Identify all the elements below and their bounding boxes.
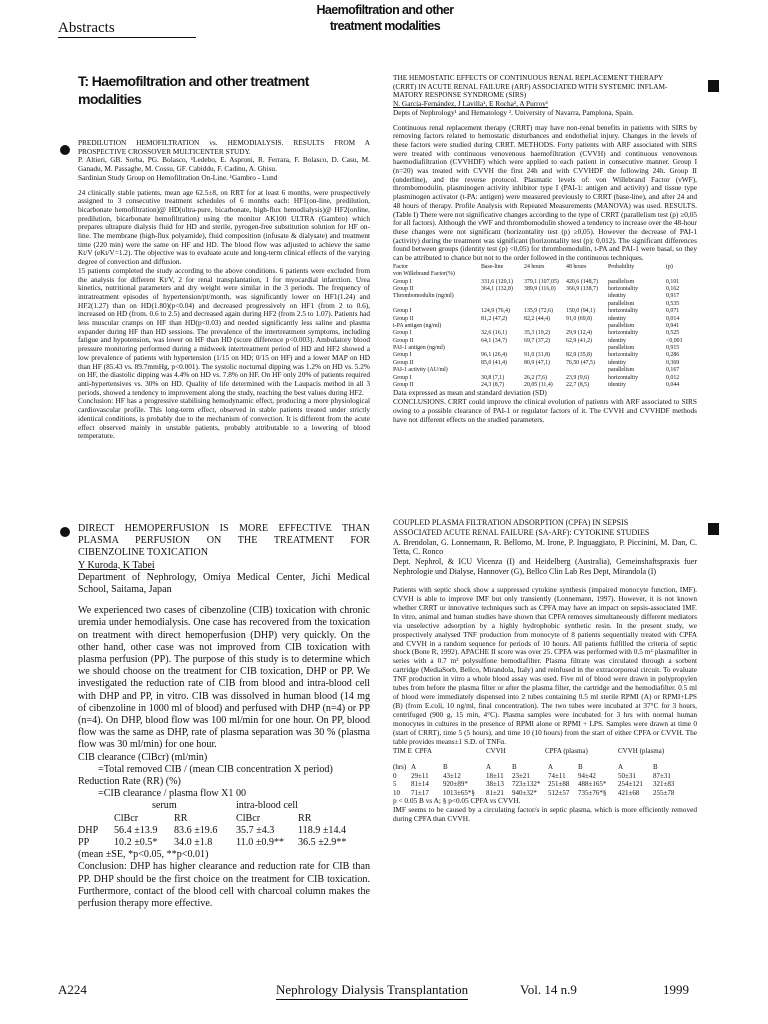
abstract-title-line: COUPLED PLASMA FILTRATION ADSORPTION (CPFA) IN SEPSIS xyxy=(393,518,629,527)
header-title-line1: Haemofiltration and other xyxy=(316,3,454,17)
table-subheader-row xyxy=(393,763,697,772)
table-cell: 71±17 xyxy=(411,788,429,797)
table-cell: 82,9 (35,8) xyxy=(566,352,593,359)
abstract-paragraph: 15 patients completed the study according to the above conditions. 6 patients were excluded from the analysis for different Kt/V, 2 for renal transplantation, 1 for myocardial infarction. Urea kinetics, nutritional parameters and dry weight were similar in the 3 periods. The frequency of intratreatment episodes of hypertension/pt/month, was significantly lower on HF1(1.24) and HF2(1.27) than on HD(1.80)(p<0.04) and decreased progressively on HF1 (from 2 to 0.6), increased on HD (from. 0.6 to 2.5) and decreased again during HF2 (from 2.5 to 1.07). Patients had less muscular cramps on HF than HD(p<0.03) and needed significantly less saline and plasma expander during HF than HD sessions. The prevalence of the intertreatment symptoms, including fatigue and hypotension, was lower on HF than HD (score difference p<0.003). Ambulatory blood pressure monitoring performed during a midweek intertreatment period of HD and HF2 showed a low prevalence of patients with hypertension (1/15 on HD; 0/15 on HF) and a lower MAP on HD than HF (85.43 vs. 89.7mmHg, p<0.001). The systolic nocturnal dipping was 1.2% on HD vs. 5.2% on HF, the diastolic dipping was 4.4% on HD vs. 7.8% on HF. On HF only 20% of patients required anti-hypertensives vs. 30% on HD. Quality of life determined with the Laupacis method in all 3 periods, showed a tendency to improvement along the study, reaching the best values during HF2. xyxy=(78,265,370,397)
reduction-rate-formula: =CIB clearance / plasma flow X1 00 xyxy=(98,788,247,800)
table-cell: 43±12 xyxy=(443,771,461,780)
table-cell: 30,8 (7,1) xyxy=(481,374,505,381)
table-group-label: serum xyxy=(152,800,177,812)
table-cell: 0,915 xyxy=(666,345,680,352)
table-cell: 0,101 xyxy=(666,278,680,285)
reduction-rate-definition: Reduction Rate (RR) (%) xyxy=(78,776,181,788)
table-cell: 23±21 xyxy=(512,771,530,780)
table-cell: 83.6 ±19.6 xyxy=(174,824,218,836)
table-header-cell: RR xyxy=(298,812,312,824)
table-cell: 255±78 xyxy=(653,788,675,797)
table-cell: 38±13 xyxy=(486,780,504,789)
table-cell: 124,9 (76,4) xyxy=(481,308,510,315)
table-cell: horizontality xyxy=(608,308,639,315)
table-cell: horizontality xyxy=(608,285,639,292)
table-cell: parallelism xyxy=(608,278,635,285)
table-row xyxy=(393,772,697,781)
table-cell: 118.9 ±14.4 xyxy=(298,824,347,836)
tnf-table xyxy=(393,747,697,798)
stats-note: p < 0.05 B vs A; § p<0.05 CPFA vs CVVH. xyxy=(393,796,521,806)
abstract-title-line: (CRRT) IN ACUTE RENAL FAILURE (ARF) ASSOCIATED WITH SYSTEMIC INFLAM- xyxy=(393,81,668,91)
table-cell: 91,0 (31,8) xyxy=(524,352,551,359)
table-cell: Group I xyxy=(393,278,412,285)
abstract-conclusion: Conclusion: DHP has higher clearance and reduction rate for CIB than PP. DHP should be the first choice on the treatment for CIB toxication. Furthermore, contact of the blood cell with charcoal column makes the perfusion therapy more effective. xyxy=(78,861,370,910)
table-row xyxy=(78,837,370,849)
abstract-affiliation: Department of Nephrology, Omiya Medical Center, Jichi Medical School, Saitama, Japan xyxy=(78,571,370,596)
table-subheader-cell: B xyxy=(653,763,658,772)
abstract-hemostatic-effects-crrt xyxy=(393,74,697,506)
abstract-conclusions: CONCLUSIONS. CRRT could improve the clinical evolution of patients with ARF associated to SIRS owing to a possible clearance of PAI-1 or regulator factors of it. The CVVH and CVVHDF methods have not different effects on the studied parameters. xyxy=(393,397,697,424)
table-header-cell: 48 hours xyxy=(566,263,587,270)
table-cell: 91,0 (69,8) xyxy=(566,315,593,322)
table-row xyxy=(393,316,697,323)
table-body xyxy=(78,825,370,849)
journal-year: 1999 xyxy=(663,982,689,997)
table-cell: 18±11 xyxy=(486,771,504,780)
table-subheader-cell: A xyxy=(548,763,554,772)
square-marker xyxy=(708,80,719,92)
table-cell: parallelism xyxy=(608,345,635,352)
table-cell: 421±68 xyxy=(618,788,640,797)
abstract-title-line: THE HEMOSTATIC EFFECTS OF CONTINUOUS RENAL REPLACEMENT THERAPY xyxy=(393,73,664,82)
table-cell: <0,001 xyxy=(666,337,683,344)
journal-name: Nephrology Dialysis Transplantation xyxy=(276,982,468,1000)
table-header-cell: CVVH (plasma) xyxy=(618,746,665,755)
table-header-row xyxy=(78,813,370,825)
table-cell: 56.4 ±13.9 xyxy=(114,824,158,836)
abstract-title-line: CIBENZOLINE TOXICATION xyxy=(78,547,208,559)
table-cell: 96,1 (26,4) xyxy=(481,352,508,359)
table-cell: 364,1 (132,8) xyxy=(481,285,513,292)
table-subheader-cell: B xyxy=(443,763,448,772)
table-cell: parallelism xyxy=(608,322,635,329)
table-cell: 723±132* xyxy=(512,780,541,789)
table-cell: 0,012 xyxy=(666,374,680,381)
table-cell: 5 xyxy=(393,780,397,789)
table-header-cell: CPFA xyxy=(415,746,432,755)
table-cell: 22,7 (8,5) xyxy=(566,382,590,389)
clearance-formula: =Total removed CIB / (mean CIB concentration X period) xyxy=(98,763,333,775)
table-cell: 26,2 (7,6) xyxy=(524,374,548,381)
table-row xyxy=(393,301,697,308)
table-cell: 23,9 (9,6) xyxy=(566,374,590,381)
table-row xyxy=(393,308,697,315)
table-cell: 10.2 ±0.5* xyxy=(114,837,158,849)
table-cell: identity xyxy=(608,337,626,344)
table-cell: 0,014 xyxy=(666,315,680,322)
abstract-conclusion: IMF seems to be caused by a circulating factor/s in septic plasma, which is more efficiently removed during CPFA than CVVH. xyxy=(393,805,697,824)
table-cell: Group I xyxy=(393,374,412,381)
table-group-header xyxy=(78,800,370,812)
table-cell: DHP xyxy=(78,824,99,836)
table-header-cell: CPFA (plasma) xyxy=(545,746,588,755)
table-row xyxy=(393,330,697,337)
table-cell: Group I xyxy=(393,308,412,315)
abstract-body: We experienced two cases of cibenzoline (CIB) toxication with chronic uremia under hemodialysis. One case has recovered from the toxication on treatment with direct hemoperfusion (DHP) very quickly. On the other hand, other case was not improved from CIB toxication with plasma perfusion (PP). The purpose of this study is to determine which we should choose on the treatment for CIB toxication, DHP or PP. We investigated the reduction rate of CIB from blood and intra-blood cell with DHP and PP, in vitro. CIB was dissolved in human blood (14 mg of cibenzoline in 1000 ml of blood) and perfused with DHP (n=4) or PP (n=4). On DHP, blood flow was 100 ml/min for one hour. On PP, blood flow was the same as DHP, rate of plasma separation was 30 % (plasma flow was 30 ml/min) for one hour. xyxy=(78,605,370,751)
table-cell: 0,917 xyxy=(666,293,680,300)
running-header-section: Abstracts xyxy=(58,20,115,36)
table-cell: 0,044 xyxy=(666,382,680,389)
table-cell: 0,286 xyxy=(666,352,680,359)
header-title-line2: treatment modalities xyxy=(329,19,441,33)
table-cell: 366,9 (138,7) xyxy=(566,285,598,292)
table-cell: 254±121 xyxy=(618,780,643,789)
table-subheader-cell: (hrs) xyxy=(393,763,407,772)
table-cell: identity xyxy=(608,359,626,366)
table-cell: horizontality xyxy=(608,374,639,381)
table-cell: 85,0 (41,4) xyxy=(481,359,508,366)
table-row xyxy=(393,367,697,374)
table-cell: identity xyxy=(608,293,626,300)
table-cell: t-PA antigen (ng/ml) xyxy=(393,322,442,329)
table-cell: 0,941 xyxy=(666,322,680,329)
table-header-cell: Base-line xyxy=(481,263,504,270)
journal-volume: Vol. 14 n.9 xyxy=(520,982,577,997)
table-cell: Thrombomodulin (ng/ml) xyxy=(393,293,454,300)
table-row xyxy=(78,825,370,837)
table-cell: Group II xyxy=(393,359,414,366)
abstract-paragraph: 24 clinically stable patients, mean age 62.5±8, on RRT for at least 6 months, were prospectively assigned to 3 consecutive treatment schedules of 6 months each: HF1(on-line, predilution, bicarbonate hemofiltration)@ HD(ultra-pure, bicarbonate, high-flux hemodialysis)@ HF2(online, predilution, bicarbonate hemofiltration) using the monitor AK100 ULTRA (Gambro) which prepares ultrapure dialysis fluid for HD and sterile, pyrogen-free substitution solution for HF on-line. The membrane (high-flux polyamide), fluid composition (infusate & dialysate) and treatment time (220 min) were the same on HF and HD. The blood flow was adjusted to achieve the same Kt/V (eKt/V=1.2). The objective was to evaluate acute and long-term clinical effects of the varying degree of convection and diffusion. xyxy=(78,187,370,267)
table-row xyxy=(393,780,697,789)
abstract-authors: Y Kuroda, K Tabei xyxy=(78,559,155,571)
square-marker xyxy=(708,523,719,535)
table-body xyxy=(393,279,697,390)
table-header-cell: TIM E xyxy=(393,746,412,755)
table-header-row xyxy=(393,747,697,756)
table-note: (mean ±SE, *p<0.05, **p<0.01) xyxy=(78,849,209,861)
section-title-line2: modalities xyxy=(78,91,142,107)
table-subheader-cell: B xyxy=(578,763,583,772)
table-cell: Group I xyxy=(393,330,412,337)
table-cell: 29,9 (12,4) xyxy=(566,330,593,337)
table-cell: 920±89* xyxy=(443,780,468,789)
table-row xyxy=(393,279,697,286)
abstract-title-line: MATORY RESPONSE SYNDROME (SIRS) xyxy=(393,90,527,100)
table-cell: Group I xyxy=(393,352,412,359)
abstract-title-line: PLASMA PERFUSION ON THE TREATMENT FOR xyxy=(78,535,370,547)
table-cell: 62,9 (41,2) xyxy=(566,337,593,344)
table-row xyxy=(393,375,697,382)
section-title xyxy=(78,72,368,108)
table-cell: 135,9 (72,6) xyxy=(524,308,553,315)
section-title-line1: T: Haemofiltration and other treatment xyxy=(78,73,309,89)
table-cell: 50±31 xyxy=(618,771,636,780)
table-header-cell: Probability xyxy=(608,263,635,270)
table-cell: 0,369 xyxy=(666,359,680,366)
table-cell: PP xyxy=(78,837,90,849)
table-row xyxy=(393,789,697,798)
table-cell: 10 xyxy=(393,788,400,797)
table-header-cell: (p) xyxy=(666,263,673,270)
abstract-title xyxy=(78,523,370,560)
table-cell: 1013±65*§ xyxy=(443,788,475,797)
table-cell: 331,6 (120,1) xyxy=(481,278,513,285)
table-cell: 29±11 xyxy=(411,771,429,780)
table-cell: 35.7 ±4.3 xyxy=(236,824,275,836)
table-cell: 0,071 xyxy=(666,308,680,315)
table-cell: 35,3 (19,2) xyxy=(524,330,551,337)
table-cell: identity xyxy=(608,315,626,322)
abstract-authors: A. Brendolan, G. Lonnemann, R. Bellomo, M. Irone, P. Inguaggiato, P. Piccinini, M. Dan, C. Tetta, C. Ronco xyxy=(393,537,697,557)
table-header-cell: 24 hours xyxy=(524,263,545,270)
table-row xyxy=(393,382,697,389)
table-subheader-cell: A xyxy=(486,763,492,772)
abstract-authors: N. García-Fernández, J Lavilla¹, E Rocha², A Purroy¹ xyxy=(393,99,549,109)
table-header-cell: ClBcr xyxy=(114,812,139,824)
table-cell: 0,525 xyxy=(666,330,680,337)
abstract-title xyxy=(393,74,697,100)
abstract-affiliation: Depts of Nephrology¹ and Hematology ². University of Navarra, Pamplona, Spain. xyxy=(393,107,634,117)
table-cell: parallelism xyxy=(608,367,635,374)
clearance-definition: CIB clearance (ClBcr) (ml/min) xyxy=(78,751,208,763)
table-row xyxy=(393,293,697,300)
table-subheader-cell: A xyxy=(411,763,417,772)
page-number: A224 xyxy=(58,982,87,997)
table-row xyxy=(393,338,697,345)
table-cell: 420,6 (148,7) xyxy=(566,278,598,285)
table-cell: 64,1 (34,7) xyxy=(481,337,508,344)
abstract-body: Continuous renal replacement therapy (CRRT) may have non-renal benefits in patients with SIRS by removing factors related to hemostatic disturbances and endothelial injury. Changes in the levels of these factors were studied during CRRT. METHODS. Forty patients with ARF associated with SIRS were treated with continuous venovenous haemofiltration (CVVH) and continuous venovenous haemodiafiltration (CVVHDF) which were applied to each patient in consecutive manner. Group I (n=20) was treated with CVVH the first 24h and with CVVHDF the following 24h. Group II (underline), and the reverse protocol. Plasmatic levels of: von Willebrand Factor (vWF), thrombomodulin, plasminogen activity inhibitor type I (PAI-1: antigen and activity) and tissue type plasminogen activator (t-PA: antigen) were measured previously to CRRT (base-line), and after 24 and 48 hours of therapy. Profile Analysis with Repeated Measurements (MANOVA) was used. RESULTS. (Table I) There were not significative changes according to the type of CRRT (parallelism test (p) ≥0,05 for all factors). Although the vWF and thrombomodulin showed a tendency to increase over the 48-hour these changes were not significant (horizontality test (p) ≥0,05). However the decrease of PAI-1 (activity) during the treatment was significant (horizontality test (p): 0,012). The significant differences found between groups (identity test (p) <0,05) for thrombomodulin, t-PA and PAI-1 were basal, so they can be attributed to chance but not to the order followed in the continuous techniques. xyxy=(393,122,697,263)
table-cell: 11.0 ±0.9** xyxy=(236,837,285,849)
table-cell: 0 xyxy=(393,771,397,780)
abstract-body: Patients with septic shock show a suppressed cytokine synthesis (impaired monocyte function, IMF). CVVH is able to improve IMF but only transiently (Lonnemann, 1997). However, it is not known whether CRRT or innovative techniques such as CPFA may have an impact on sepsis-associated IMF. In vitro, animal and human studies have shown that CPFA removes simultaneously different mediators via unselective adsorption by a highly hydrophobic synthetic resin. In the present study, we prospectively analysed TNF production from monocyte of 8 patients sequentially treated with CPFA and CVVH in a random sequence for periods of 10 hours. All patients fulfilled the criteria of septic shock (Bone R, 1992). APACHE II score was over 25. CPFA was performed with 0.5 m² plasmafilter in series with a 0.7 m² polysulfone hemodiafilter. Plasma filtrate was circulated through a sorbent cartridge (MediaSorb, Bellco, Mirandola, Italy) and reinfused in the extracorporeal circuit. To evaluate TNF production in vitro a whole blood assay was used. Five ml of blood were drawn in polypropylen tubes from before the plasma filter or after the plasma filter, the cartridge and the hemodiafilter. 0.5 ml of blood were immediately dispensed into 2 tubes containing 0.5 ml sterile RPMI (A) or RPMI+LPS (B) (from E.coli, 10 ng/ml, final concentration). The two tubes were incubated at 37°C for 3 hours, centrifuged (900 g, 15 min, 4°C). Plasma samples were incubated for 3 hrs with normal human monocytes in cultures in the presence of RPMI alone or RPMI + LPS. Samples were drawn at time 0 (start of CRRT), time 5 (5 hours), and time 10 (10 hours) from the start of either CPFA or CVVH. The table provides means±1 S.D. of TNFα. xyxy=(393,584,697,746)
table-header-cell: Factor xyxy=(393,263,409,270)
table-cell: horizontality xyxy=(608,352,639,359)
table-header-cell: CVVH xyxy=(486,746,506,755)
table-subheader-cell: B xyxy=(512,763,517,772)
table-cell: Group II xyxy=(393,315,414,322)
table-group-label: intra-blood cell xyxy=(236,800,298,812)
table-cell: 81±14 xyxy=(411,780,429,789)
table-cell: 20,05 (11,4) xyxy=(524,382,553,389)
table-cell: 81,2 (47,2) xyxy=(481,315,508,322)
table-cell: 74±11 xyxy=(548,771,566,780)
table-cell: Group II xyxy=(393,382,414,389)
abstract-predilution-hemofiltration xyxy=(78,139,370,517)
table-cell: Group II xyxy=(393,285,414,292)
table-cell: 389,9 (116,0) xyxy=(524,285,556,292)
table-cell: 150,0 (94,1) xyxy=(566,308,595,315)
table-cell: 251±88 xyxy=(548,780,570,789)
table-cell: 94±42 xyxy=(578,771,596,780)
table-cell: PAI-1 antigen (ng/ml) xyxy=(393,345,445,352)
table-cell: 82,2 (44,4) xyxy=(524,315,551,322)
table-subheader-cell: von Willebrand Factor(%) xyxy=(393,271,455,278)
table-cell: 76,50 (47,5) xyxy=(566,359,595,366)
table-cell: 80,9 (47,1) xyxy=(524,359,551,366)
table-cell: horizontality xyxy=(608,330,639,337)
abstract-authors: P. Altieri, GB. Sorba, PG. Bolasco, ¹Ledebo, E. Asproni, R. Ferrara, F. Bolasco, D. Casu, M. Ganadu, M. Passaghe, M. Cossu, GF. Cabiddu, F. Cadinu, A. Ghisu. xyxy=(78,155,370,174)
table-cell: 87±31 xyxy=(653,771,671,780)
table-cell: 512±57 xyxy=(548,788,570,797)
abstract-affiliation: Dept. Nephrol, & ICU Vicenza (I) and Heidelberg (Australia), Gemeinshaftspraxis fuer Nephrologie und Dialyse, Hannover (G), Bellco Clin Lab Res Dept, Mirandola (I) xyxy=(393,557,697,576)
table-cell: 32,6 (16,1) xyxy=(481,330,508,337)
table-cell: 34.0 ±1.8 xyxy=(174,837,213,849)
table-header-cell: ClBcr xyxy=(236,812,261,824)
table-cell: 36.5 ±2.9** xyxy=(298,837,347,849)
table-cell: 81±21 xyxy=(486,788,504,797)
table-subheader-cell: A xyxy=(618,763,624,772)
header-rule xyxy=(58,37,196,38)
table-header-cell: RR xyxy=(174,812,188,824)
abstract-cpfa-sepsis xyxy=(393,518,697,970)
table-cell: 24,3 (8,7) xyxy=(481,382,505,389)
abstract-affiliation: Sardinian Study Group on Hemofiltration On-Line. ¹Gambro - Lund xyxy=(78,172,278,182)
abstract-conclusion: Conclusion: HF has a progressive stabilising hemodynamic effect, producing a more physiological cardiovascular profile. This long-term effect, observed in stable patients treated under strictly identical conditions, is probably due to the mechanism of convection. It is different from the acute effect observed mainly in unstable patients, probably attributable to a lowering of blood temperature. xyxy=(78,396,370,441)
table-footnote: Data expressed as mean and standard deviation (SD) xyxy=(393,388,547,398)
bullet-marker xyxy=(60,527,70,537)
table-cell: Group II xyxy=(393,337,414,344)
abstract-title-line: DIRECT HEMOPERFUSION IS MORE EFFECTIVE THAN xyxy=(78,523,370,534)
table-cell: 488±165* xyxy=(578,780,607,789)
table-cell: 735±76*§ xyxy=(578,788,607,797)
table-cell: 321±83 xyxy=(653,780,675,789)
table-cell: PAI-1 activity (AU/ml) xyxy=(393,367,448,374)
table-cell: 69,7 (37,2) xyxy=(524,337,551,344)
table-row xyxy=(393,352,697,359)
abstract-title xyxy=(393,518,697,538)
abstract-direct-hemoperfusion xyxy=(78,523,370,968)
table-cell: parallelism xyxy=(608,300,635,307)
table-cell: 0,167 xyxy=(666,367,680,374)
abstract-title: PREDILUTION HEMOFILTRATION vs. HEMODIALYSIS. RESULTS FROM A PROSPECTIVE CROSSOVER MULTICENTER STUDY. xyxy=(78,138,370,156)
factor-table xyxy=(393,264,697,390)
abstract-title-line: ASSOCIATED ACUTE RENAL FAILURE (SA-ARF): CYTOKINE STUDIES xyxy=(393,527,650,537)
table-cell: 940±32* xyxy=(512,788,537,797)
bullet-marker xyxy=(60,145,70,155)
table-cell: identity xyxy=(608,382,626,389)
running-header-title xyxy=(280,2,490,34)
table-cell: 0,535 xyxy=(666,300,680,307)
table-cell: 379,1 (107,05) xyxy=(524,278,559,285)
table-cell: 0,162 xyxy=(666,285,680,292)
table-body xyxy=(393,772,697,798)
table-subheader-row xyxy=(393,271,697,278)
